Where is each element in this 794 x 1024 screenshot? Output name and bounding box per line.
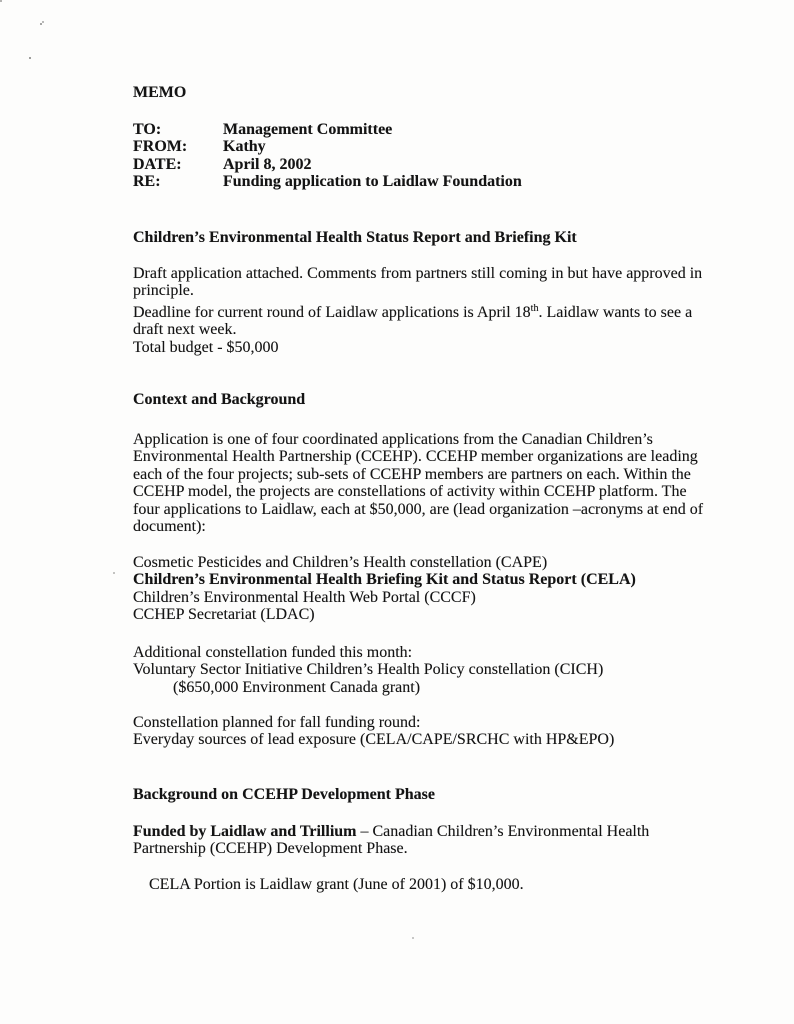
field-label-date: DATE: <box>133 155 182 173</box>
deadline-text-after: . Laidlaw wants to see a <box>538 303 693 321</box>
paragraph-line: Environmental Health Partnership (CCEHP). CCEHP member organizations are leading <box>133 448 698 465</box>
project-item-cela: Children’s Environmental Health Briefing Kit and Status Report (CELA) <box>133 571 636 588</box>
field-value-date: April 8, 2002 <box>223 155 312 173</box>
field-row-date <box>133 156 773 174</box>
paragraph-line: Partnership (CCEHP) Development Phase. <box>133 840 408 857</box>
section-heading-context: Context and Background <box>133 390 306 408</box>
field-label-to: TO: <box>133 120 162 138</box>
field-label-from: FROM: <box>133 138 188 155</box>
budget-line: Total budget - $50,000 <box>133 338 279 356</box>
paragraph-line: Everyday sources of lead exposure (CELA/CAPE/SRCHC with HP&EPO) <box>133 731 615 748</box>
paragraph-line: draft next week. <box>133 321 237 338</box>
project-item-cccf: Children’s Environmental Health Web Portal (CCCF) <box>133 588 476 606</box>
funded-paragraph <box>133 823 773 858</box>
memo-header-fields <box>133 121 773 191</box>
paragraph-line: four applications to Laidlaw, each at $50,000, are (lead organization –acronyms at end of <box>133 500 704 518</box>
status-report-paragraph <box>133 265 773 357</box>
paragraph-line: Voluntary Sector Initiative Children’s Health Policy constellation (CICH) <box>133 661 604 678</box>
field-row-to <box>133 121 773 139</box>
paragraph-line: CCEHP model, the projects are constellations of activity within CCEHP platform. The <box>133 483 687 500</box>
field-value-to: Management Committee <box>223 120 393 138</box>
project-list <box>133 554 773 624</box>
fall-funding <box>133 714 773 749</box>
paragraph-line: document): <box>133 518 206 535</box>
field-value-re: Funding application to Laidlaw Foundation <box>223 173 522 190</box>
paragraph-line: Application is one of four coordinated applications from the Canadian Children’s <box>133 430 653 448</box>
section-heading-status-report: Children’s Environmental Health Status Report and Briefing Kit <box>133 228 577 246</box>
grant-note-line: ($650,000 Environment Canada grant) <box>173 678 421 696</box>
section-heading-background: Background on CCEHP Development Phase <box>133 785 435 803</box>
field-value-from: Kathy <box>223 138 266 155</box>
deadline-line <box>133 300 773 322</box>
funded-bold-text: Funded by Laidlaw and Trillium <box>133 822 357 840</box>
paragraph-line: Draft application attached. Comments from partners still coming in but have approved in <box>133 264 703 282</box>
context-paragraph <box>133 431 773 536</box>
paragraph-line: each of the four projects; sub-sets of CCEHP members are partners on each. Within the <box>133 465 691 483</box>
project-item-ldac: CCHEP Secretariat (LDAC) <box>133 606 315 623</box>
ordinal-superscript: th <box>530 302 539 314</box>
funded-line <box>133 823 773 841</box>
paragraph-line: Additional constellation funded this month: <box>133 643 413 661</box>
paragraph-line: Constellation planned for fall funding round: <box>133 713 421 731</box>
field-row-re <box>133 173 773 191</box>
project-item-cape: Cosmetic Pesticides and Children’s Health constellation (CAPE) <box>133 553 548 571</box>
cela-portion-line: CELA Portion is Laidlaw grant (June of 2001) of $10,000. <box>149 875 524 893</box>
memo-title: MEMO <box>133 84 187 101</box>
paragraph-line: principle. <box>133 282 194 299</box>
memo-content <box>133 0 773 893</box>
funded-regular-text: – Canadian Children’s Environmental Health <box>356 822 650 840</box>
additional-constellation <box>133 644 773 697</box>
field-label-re: RE: <box>133 173 161 190</box>
scan-specks <box>0 0 2 2</box>
deadline-text: Deadline for current round of Laidlaw applications is April 18 <box>133 303 531 321</box>
field-row-from <box>133 138 773 156</box>
